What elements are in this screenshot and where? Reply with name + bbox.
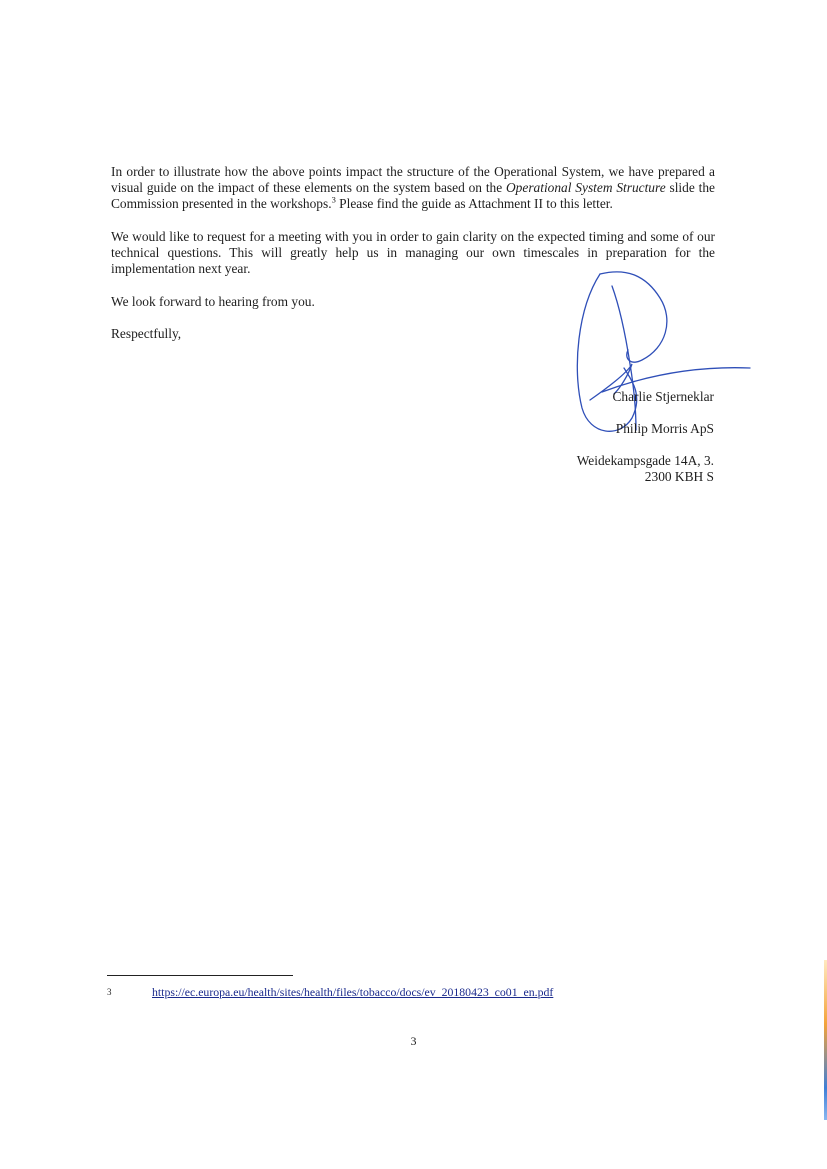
slide-title-emphasis: Operational System Structure xyxy=(506,180,666,196)
paragraph-operational-system xyxy=(111,164,715,213)
footnote-divider xyxy=(107,975,293,976)
paragraph-text: In order to illustrate how the above points impact the structure of the Operational System, we have prepared a visual guide on the impact of these elements on the system based on the xyxy=(111,164,715,196)
handwritten-signature xyxy=(570,268,755,440)
footnote-reference[interactable]: 3 xyxy=(331,194,336,205)
footnote-link[interactable]: https://ec.europa.eu/health/sites/health/files/tobacco/docs/ev_20180423_co01_en.pdf xyxy=(152,985,554,999)
footnote-number: 3 xyxy=(107,987,112,997)
signatory-company: Philip Morris ApS xyxy=(615,421,714,436)
paragraph-text: slide the Commission presented in the workshops. xyxy=(111,180,715,212)
address-line-1: Weidekampsgade 14A, 3. xyxy=(576,453,714,468)
paragraph-meeting-request: We would like to request for a meeting with you in order to gain clarity on the expected timing and some of our technical questions. This will greatly help us in managing our own timescales in preparation for the implementation next year. xyxy=(111,229,715,277)
closing-salutation: Respectfully, xyxy=(111,326,182,341)
page-number: 3 xyxy=(410,1034,417,1048)
address-line-2: 2300 KBH S xyxy=(644,469,714,484)
signatory-name: Charlie Stjerneklar xyxy=(612,389,714,404)
paragraph-text: Please find the guide as Attachment II to this letter. xyxy=(335,196,613,212)
paragraph-look-forward: We look forward to hearing from you. xyxy=(111,294,315,309)
